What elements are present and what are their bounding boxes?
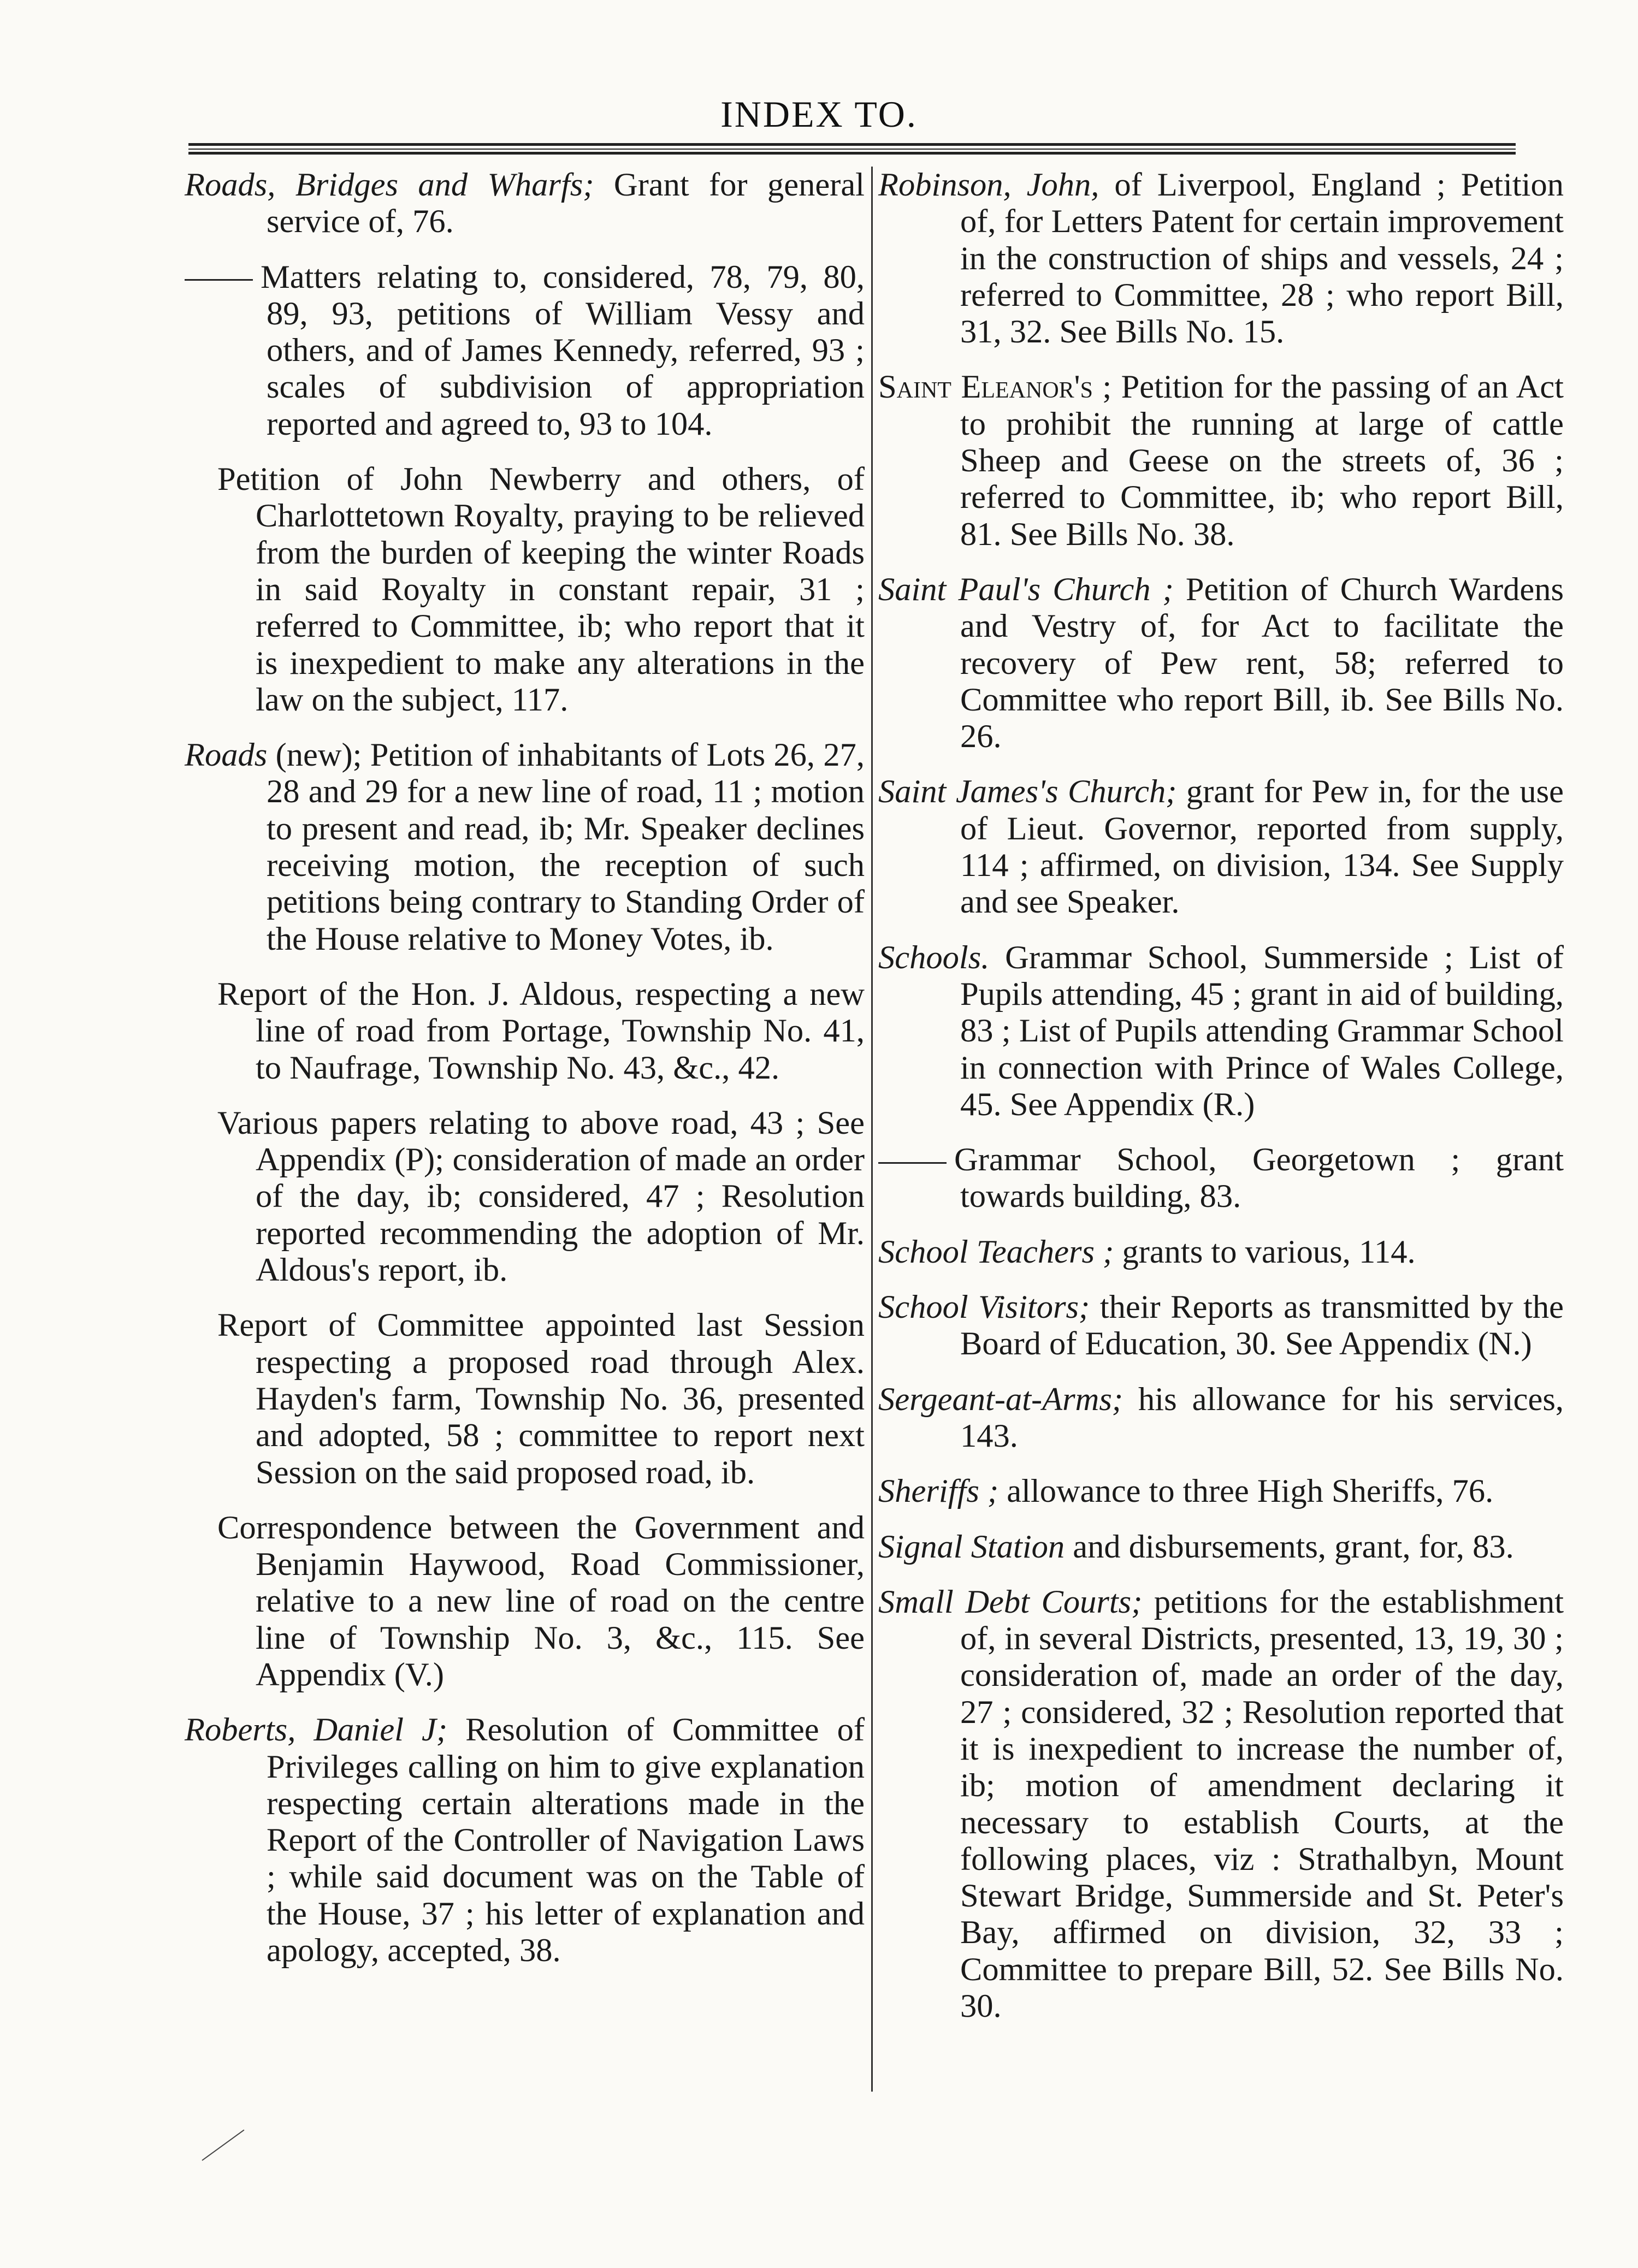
entry-text: Various papers relating to above road, 43 ; See Appendix (P); consideration of made an order of the day, ib; considered, 47 ; Resolution reported recommending the adoption of Mr. Aldous's report, ib. xyxy=(217,1104,865,1289)
entry-lead: Small Debt Courts; xyxy=(878,1583,1143,1620)
index-entry xyxy=(878,369,1564,552)
index-entry xyxy=(878,1584,1564,2025)
entry-lead: Schools. xyxy=(878,939,990,976)
index-subentry xyxy=(185,461,865,718)
right-column xyxy=(878,167,1564,2043)
column-divider xyxy=(871,167,873,2092)
entry-lead: Saint Paul's Church ; xyxy=(878,571,1174,608)
page-header: INDEX TO. xyxy=(720,93,918,135)
entry-lead: Roberts, Daniel J; xyxy=(185,1712,448,1749)
entry-text: Resolution of Committee of Privileges calling on him to give explanation respecting certain alterations made in the Report of the Controller of Navigation Laws ; while said document was on the Table of the House, 37 ; his letter of explanation and apology, accepted, 38. xyxy=(267,1712,865,1969)
index-entry xyxy=(878,773,1564,920)
entry-text: grants to various, 114. xyxy=(1114,1233,1416,1270)
entry-text: Petition of Church Wardens and Vestry of, for Act to facilitate the recovery of Pew rent, 58; referred to Committee who report Bill, ib. See Bills No. 26. xyxy=(960,571,1564,755)
entry-text: their Reports as transmitted by the Board of Education, 30. See Appendix (N.) xyxy=(960,1289,1564,1363)
entry-text: his allowance for his services, 143. xyxy=(960,1381,1564,1454)
entry-text: Correspondence between the Government and Benjamin Haywood, Road Commissioner, relative to a new line of road on the centre line of Township No. 3, &c., 115. See Appendix (V.) xyxy=(217,1509,865,1693)
entry-lead: Saint Eleanor's ; xyxy=(878,369,1112,406)
entry-text: Report of the Hon. J. Aldous, respecting a new line of road from Portage, Township No. 41, to Naufrage, Township No. 43, &c., 42. xyxy=(217,975,865,1086)
entry-lead: Signal Station xyxy=(878,1528,1065,1565)
entry-text: Grammar School, Summerside ; List of Pupils attending, 45 ; grant in aid of building, 83 ; List of Pupils attending Grammar School in connection with Prince of Wales College, 45. See Appendix (R.) xyxy=(960,939,1564,1123)
entry-lead: Robinson, John, xyxy=(878,167,1099,203)
index-entry xyxy=(878,1234,1564,1270)
entry-lead: Roads xyxy=(185,737,268,774)
index-entry xyxy=(878,1529,1564,1565)
index-entry-continued xyxy=(185,259,865,442)
entry-text: grant for Pew in, for the use of Lieut. Governor, reported from supply, 114 ; affirmed, on division, 134. See Supply and see Speaker. xyxy=(960,773,1564,921)
header-rule-middle xyxy=(188,149,1516,150)
entry-lead: Saint James's Church; xyxy=(878,773,1177,810)
entry-text: petitions for the establishment of, in several Districts, presented, 13, 19, 30 ; consideration of, made an order of the day, 27 ; considered, 32 ; Resolution reported that it is inexpedient to increase the number of, ib; motion of amendment declaring it necessary to establish Courts, at the following places, viz : Strathalbyn, Mount Stewart Bridge, Summerside and St. Peter's Bay, affirmed on division, 32, 33 ; Committee to prepare Bill, 52. See Bills No. 30. xyxy=(960,1583,1564,2025)
left-column xyxy=(185,167,865,1987)
entry-text: Petition of John Newberry and others, of Charlottetown Royalty, praying to be relieved from the burden of keeping the winter Roads in said Royalty in constant repair, 31 ; referred to Committee, ib; who report that it is inexpedient to make any alterations in the law on the subject, 117. xyxy=(217,461,865,718)
entry-text: Report of Committee appointed last Session respecting a proposed road through Alex. Hayden's farm, Township No. 36, presented and adopted, 58 ; committee to report next Session on the said proposed road, ib. xyxy=(217,1307,865,1491)
entry-text: allowance to three High Sheriffs, 76. xyxy=(998,1473,1494,1510)
index-entry xyxy=(878,571,1564,755)
index-entry xyxy=(878,1289,1564,1363)
index-subentry xyxy=(185,1105,865,1288)
index-entry xyxy=(878,167,1564,350)
header-rule-bottom xyxy=(188,152,1516,155)
entry-text: of Liverpool, England ; Petition of, for Letters Patent for certain improvement in the construction of ships and vessels, 24 ; referred to Committee, 28 ; who report Bill, 31, 32. See Bills No. 15. xyxy=(960,167,1564,351)
entry-lead: Sergeant-at-Arms; xyxy=(878,1381,1123,1418)
entry-text: Matters relating to, considered, 78, 79, 80, 89, 93, petitions of William Vessy and others, and of James Kennedy, referred, 93 ; scales of subdivision of appropriation reported and agreed to, 93 to 104. xyxy=(261,258,865,442)
index-entry xyxy=(185,167,865,240)
entry-lead: Sheriffs ; xyxy=(878,1473,999,1510)
header-rule-top xyxy=(188,143,1516,146)
index-subentry xyxy=(185,1307,865,1490)
ditto-dash xyxy=(878,1162,947,1164)
index-subentry xyxy=(185,1509,865,1693)
ditto-dash xyxy=(185,279,253,281)
entry-text: Grant for general service of, 76. xyxy=(267,167,865,240)
index-entry-continued xyxy=(878,1141,1564,1215)
index-entry xyxy=(185,1712,865,1969)
index-entry xyxy=(185,737,865,957)
entry-text: Grammar School, Georgetown ; grant towards building, 83. xyxy=(954,1141,1564,1215)
entry-text: and disbursements, grant, for, 83. xyxy=(1065,1528,1514,1565)
index-entry xyxy=(878,1473,1564,1509)
index-subentry xyxy=(185,976,865,1086)
index-entry xyxy=(878,939,1564,1123)
entry-text: Petition for the passing of an Act to prohibit the running at large of cattle Sheep and Geese on the streets of, 36 ; referred to Committee, ib; who report Bill, 81. See Bills No. 38. xyxy=(960,369,1564,553)
entry-lead: Roads, Bridges and Wharfs; xyxy=(185,167,594,203)
stray-pen-mark xyxy=(202,2129,244,2160)
index-entry xyxy=(878,1381,1564,1455)
entry-lead: School Visitors; xyxy=(878,1289,1090,1326)
entry-lead: School Teachers ; xyxy=(878,1233,1114,1270)
entry-text: (new); Petition of inhabitants of Lots 26, 27, 28 and 29 for a new line of road, 11 ; motion to present and read, ib; Mr. Speaker declines receiving motion, the reception of such petitions being contrary to Standing Order of the House relative to Money Votes, ib. xyxy=(267,737,865,957)
